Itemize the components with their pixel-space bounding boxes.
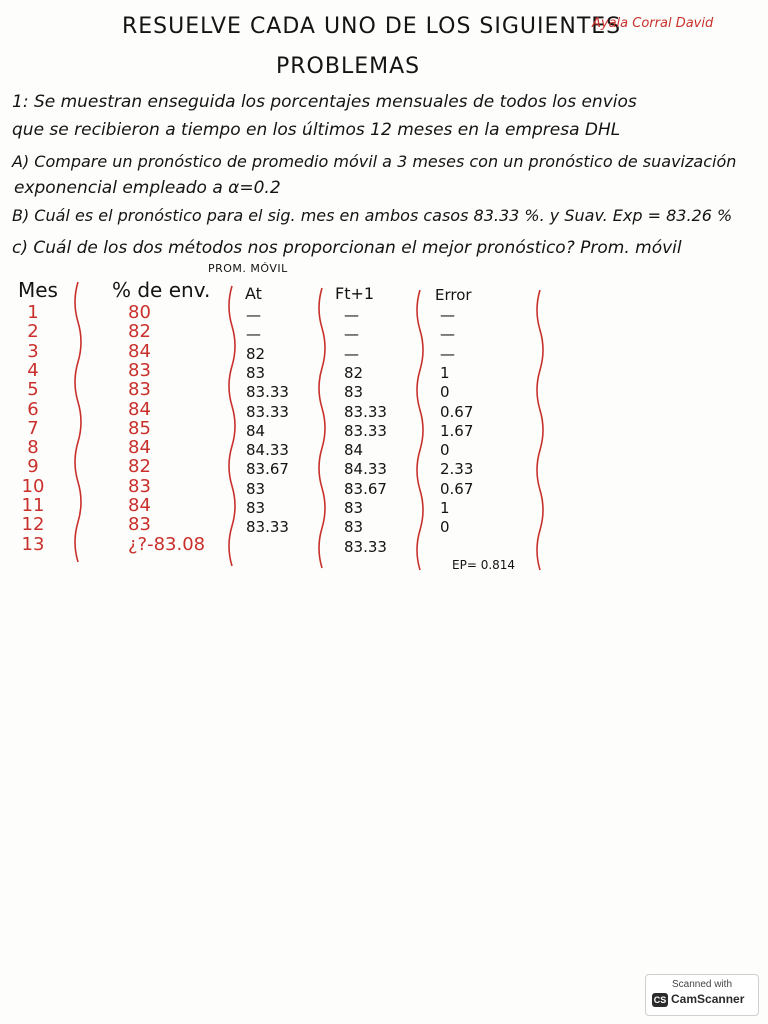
camscanner-name: CamScanner	[671, 992, 745, 1006]
mes-cell: 3	[27, 340, 39, 362]
header-at: At	[245, 284, 262, 303]
separator-3	[319, 288, 325, 568]
at-cell: 84.33	[246, 441, 289, 460]
at-cell: 83.33	[246, 402, 289, 421]
scanned-with-label: Scanned with	[671, 979, 733, 990]
mes-cell: 11	[21, 495, 45, 516]
pct-cell: 84	[128, 437, 151, 459]
ft-cell: —	[344, 344, 359, 363]
ep-value: EP= 0.814	[452, 558, 516, 572]
ft-cell: 83	[344, 383, 364, 402]
separator-1	[75, 282, 81, 562]
at-cell: 83.67	[246, 460, 289, 479]
error-cell: 1	[440, 363, 450, 382]
header-mes: Mes	[18, 278, 58, 302]
ft-cell: 82	[344, 363, 364, 382]
title-line-2: PROBLEMAS	[276, 54, 421, 79]
at-cell: 83	[246, 363, 266, 382]
mes-cell: 4	[27, 359, 39, 381]
question-a-line-1: A) Compare un pronóstico de promedio móvil a 3 meses con un pronóstico de suavización	[12, 152, 737, 171]
ft-cell: 83.67	[344, 479, 387, 498]
question-a-line-2: exponencial empleado a α=0.2	[14, 178, 281, 198]
header-ft-plus-1: Ft+1	[335, 284, 375, 303]
mes-cell: 2	[27, 321, 39, 343]
error-cell: —	[440, 306, 455, 324]
mes-cell: 1	[27, 302, 39, 323]
at-cell: 84	[246, 421, 266, 440]
ft-cell: —	[344, 306, 359, 324]
pct-cell: 82	[128, 321, 151, 343]
error-cell: 0.67	[440, 402, 474, 421]
question-c-line: c) Cuál de los dos métodos nos proporcionan el mejor pronóstico? Prom. móvil	[12, 238, 682, 258]
ft-cell: 83.33	[344, 537, 387, 556]
camscanner-logo-icon: CS	[653, 995, 667, 1005]
group-label-prom-movil: PROM. MÓVIL	[208, 262, 288, 275]
at-cell: 82	[246, 344, 266, 363]
pct-cell: 84	[128, 398, 151, 420]
question-b-line: B) Cuál es el pronóstico para el sig. mes en ambos casos 83.33 %. y Suav. Exp = 83.26 %	[12, 206, 733, 225]
mes-cell: 8	[27, 437, 39, 459]
separator-4	[417, 290, 423, 570]
mes-cell: 7	[27, 417, 39, 439]
at-cell: 83.33	[246, 518, 289, 537]
pct-cell: 84	[128, 340, 151, 362]
pct-cell: 82	[128, 456, 151, 478]
mes-cell: 9	[27, 456, 39, 478]
error-cell: 0	[440, 441, 450, 460]
mes-cell: 5	[27, 379, 39, 401]
mes-cell: 13	[21, 533, 45, 555]
problem-intro-line-2: que se recibieron a tiempo en los últimos 12 meses en la empresa DHL	[12, 120, 621, 140]
ft-cell: 83	[344, 518, 364, 537]
author-name: Ayala Corral David	[592, 16, 714, 31]
pct-cell: 83	[128, 475, 151, 497]
pct-cell: 84	[128, 495, 151, 516]
ft-cell: 83.33	[344, 402, 387, 421]
error-cell: 0	[440, 383, 450, 402]
problem-intro-line-1: 1: Se muestran enseguida los porcentajes mensuales de todos los envios	[12, 92, 637, 112]
error-cell: 2.33	[440, 460, 474, 479]
mes-cell: 6	[27, 398, 39, 420]
ft-cell: 84	[344, 441, 364, 460]
header-pct-envios: % de env.	[112, 278, 211, 302]
at-cell: 83.33	[246, 383, 289, 402]
at-cell: 83	[246, 499, 266, 517]
header-error: Error	[435, 286, 472, 304]
error-cell: 1	[440, 499, 450, 517]
pct-cell: ¿?-83.08	[128, 533, 206, 555]
error-cell: —	[440, 325, 455, 344]
error-cell: 0	[440, 518, 450, 537]
pct-cell: 83	[128, 379, 151, 401]
camscanner-watermark	[645, 974, 759, 1016]
separator-5	[537, 290, 543, 570]
at-cell: —	[246, 325, 261, 344]
error-cell: 1.67	[440, 421, 474, 440]
at-cell: —	[246, 306, 261, 324]
error-cell: —	[440, 344, 455, 363]
title-line-1: RESUELVE CADA UNO DE LOS SIGUIENTES	[122, 14, 622, 39]
mes-cell: 12	[21, 514, 45, 536]
pct-cell: 85	[128, 417, 151, 439]
ft-cell: 83	[344, 499, 364, 517]
separator-2	[229, 286, 235, 566]
pct-cell: 80	[128, 302, 151, 323]
ft-cell: 83.33	[344, 421, 387, 440]
ft-cell: —	[344, 325, 359, 344]
mes-cell: 10	[21, 475, 45, 497]
ft-cell: 84.33	[344, 460, 387, 479]
error-cell: 0.67	[440, 479, 474, 498]
at-cell: 83	[246, 479, 266, 498]
pct-cell: 83	[128, 514, 151, 536]
pct-cell: 83	[128, 359, 151, 381]
